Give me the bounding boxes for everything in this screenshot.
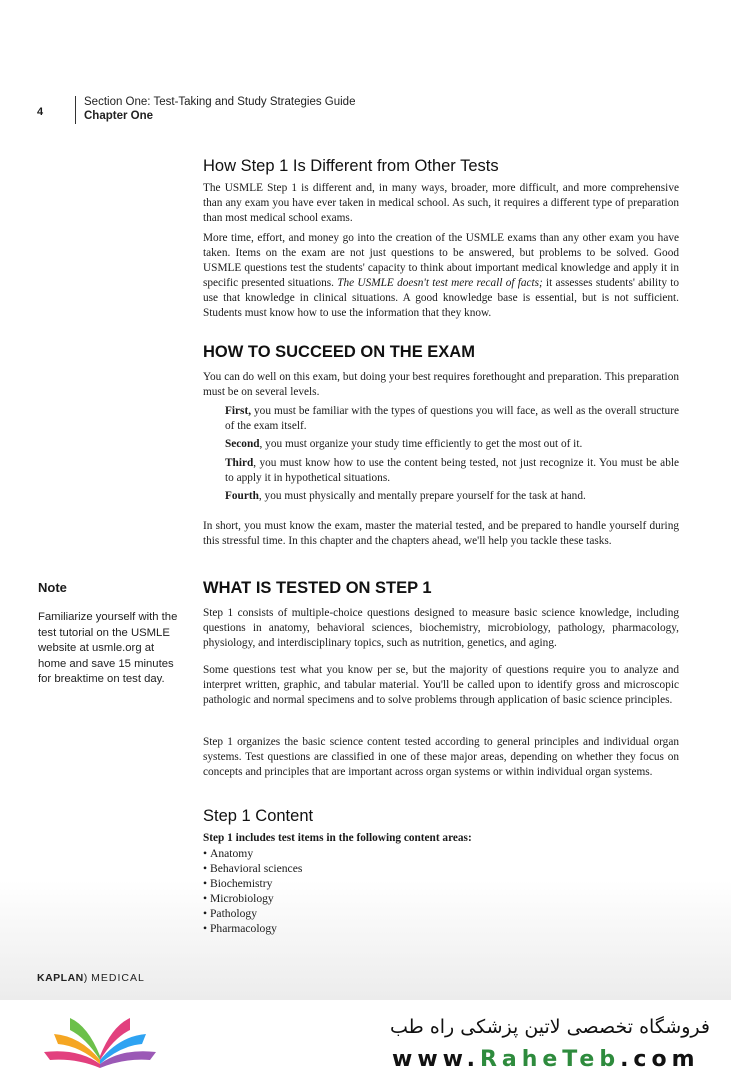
running-header-chapter: Chapter One (84, 110, 154, 122)
content-areas-lead: Step 1 includes test items in the following content areas: (203, 832, 472, 844)
sidebar-note-text: Familiarize yourself with the test tutorial on the USMLE website at usmle.org at home and save 15 minutes for breaktime on test day. (38, 611, 178, 685)
level-item: Fourth, you must physically and mentally prepare yourself for the task at hand. (225, 490, 586, 502)
level-item: Third, you must know how to use the content being tested, not just recognize it. You must be able to apply it in hypothetical situations. (225, 457, 679, 484)
running-header-section: Section One: Test-Taking and Study Strategies Guide (84, 96, 356, 108)
list-item: • Microbiology (203, 891, 302, 906)
level-item: Second, you must organize your study time efficiently to get the most out of it. (225, 438, 583, 450)
section-heading-what-is-tested: WHAT IS TESTED ON STEP 1 (203, 579, 432, 597)
store-url: www.RaheTeb.com (392, 1047, 700, 1072)
page-number: 4 (37, 106, 44, 118)
section-heading-step1-content: Step 1 Content (203, 807, 314, 825)
paragraph: Some questions test what you know per se, but the majority of questions require you to analyze and interpret written, graphic, and tabular material. You'll be called upon to identify gross and microscopic pathologic and normal specimens and to solve problems through application of basic science principles. (203, 664, 679, 706)
section-heading-how-step1-different: How Step 1 Is Different from Other Tests (203, 157, 499, 175)
paragraph: Step 1 organizes the basic science content tested according to general principles and individual organ systems. Test questions are classified in one of these major areas, depending on whether they focus on concepts and principles that are important across organ systems or within individual organ systems. (203, 736, 679, 778)
store-title: فروشگاه تخصصی لاتین پزشکی راه طب (390, 1016, 710, 1038)
section-heading-how-to-succeed: HOW TO SUCCEED ON THE EXAM (203, 343, 475, 361)
paragraph: You can do well on this exam, but doing your best requires forethought and preparation. This preparation must be on several levels. (203, 371, 679, 398)
list-item: • Biochemistry (203, 876, 302, 891)
book-logo-icon (40, 1008, 160, 1075)
publisher-logo: KAPLAN) MEDICAL (37, 972, 145, 984)
list-item: • Behavioral sciences (203, 861, 302, 876)
emphasis-text: The USMLE doesn't test mere recall of facts; (337, 277, 543, 289)
paragraph: The USMLE Step 1 is different and, in many ways, broader, more difficult, and more comprehensive than any exam you have ever taken in medical school. As such, it requires a different type of preparation than most medical school exams. (203, 182, 679, 224)
list-item: • Pathology (203, 906, 302, 921)
content-areas-list (203, 846, 302, 936)
paragraph: More time, effort, and money go into the creation of the USMLE exams than any other exam you have taken. Items on the exam are not just questions to be answered, but problems to be solved. Good USMLE questions test the students' capacity to think about important medical knowledge and apply it in specific presented situations. The USMLE doesn't test mere recall of facts; it assesses students' ability to use that knowledge in clinical situations. A good knowledge base is essential, but is not sufficient. Students must know how to use the information that they know. (203, 232, 679, 319)
sidebar-note-title: Note (38, 580, 67, 595)
list-item: • Anatomy (203, 846, 302, 861)
header-divider (75, 96, 76, 124)
paragraph: Step 1 consists of multiple-choice questions designed to measure basic science knowledge, including questions in anatomy, behavioral sciences, biochemistry, microbiology, pathology, pharmacology, physiology, and interdisciplinary topics, such as nutrition, genetics, and aging. (203, 607, 679, 649)
paragraph: In short, you must know the exam, master the material tested, and be prepared to handle yourself during this stressful time. In this chapter and the chapters ahead, we'll help you tackle these tasks. (203, 520, 679, 547)
list-item: • Pharmacology (203, 921, 302, 936)
level-item: First, you must be familiar with the types of questions you will face, as well as the overall structure of the exam itself. (225, 405, 679, 432)
